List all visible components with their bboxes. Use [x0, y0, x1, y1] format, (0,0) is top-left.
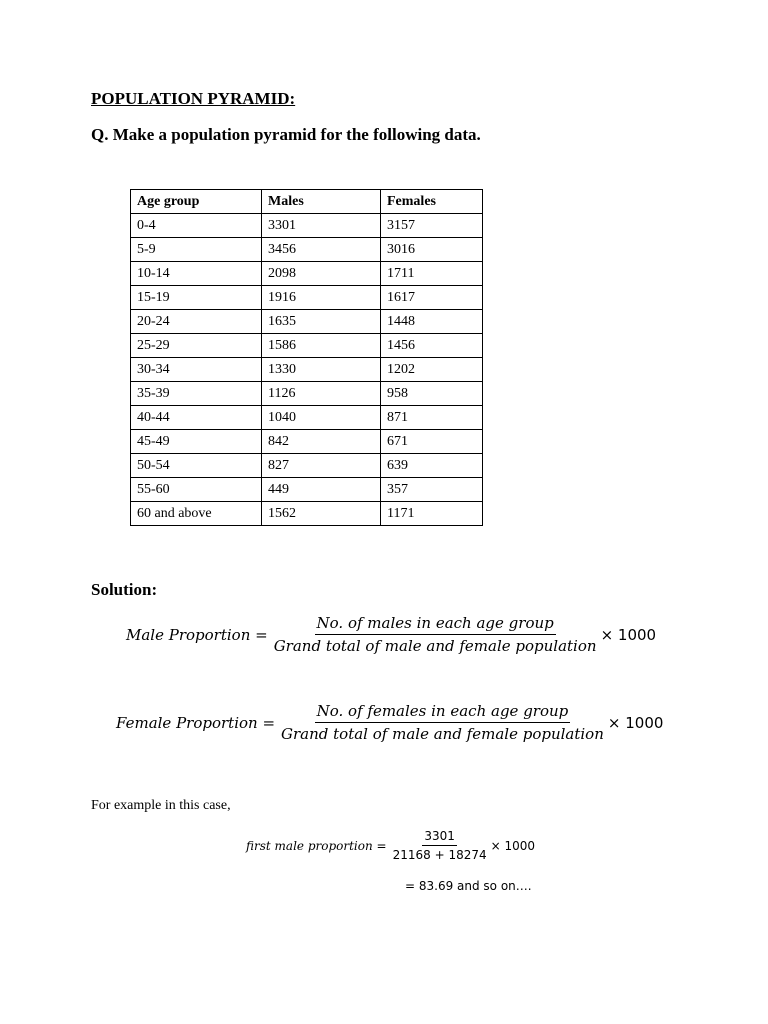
example-formula-lhs: first male proportion =: [246, 838, 387, 853]
cell-females: 357: [381, 478, 483, 502]
cell-males: 3456: [262, 238, 381, 262]
table-row: [131, 334, 483, 358]
example-formula: [246, 829, 535, 862]
cell-males: 1916: [262, 286, 381, 310]
header-females: Females: [381, 190, 483, 214]
cell-females: 1171: [381, 502, 483, 526]
cell-females: 1617: [381, 286, 483, 310]
cell-females: 958: [381, 382, 483, 406]
male-formula-numerator: No. of males in each age group: [315, 614, 556, 635]
cell-females: 3157: [381, 214, 483, 238]
cell-males: 2098: [262, 262, 381, 286]
cell-age-group: 0-4: [131, 214, 262, 238]
cell-females: 871: [381, 406, 483, 430]
example-formula-fraction: [391, 829, 489, 862]
cell-age-group: 55-60: [131, 478, 262, 502]
table-row: [131, 238, 483, 262]
cell-males: 1562: [262, 502, 381, 526]
cell-males: 449: [262, 478, 381, 502]
table-header-row: [131, 190, 483, 214]
cell-females: 1202: [381, 358, 483, 382]
cell-age-group: 35-39: [131, 382, 262, 406]
cell-males: 1330: [262, 358, 381, 382]
page-heading: POPULATION PYRAMID:: [91, 89, 296, 108]
table-row: [131, 286, 483, 310]
table-row: [131, 430, 483, 454]
cell-males: 1635: [262, 310, 381, 334]
cell-age-group: 10-14: [131, 262, 262, 286]
example-text: For example in this case,: [91, 798, 231, 813]
table-row: [131, 382, 483, 406]
cell-males: 827: [262, 454, 381, 478]
cell-males: 1126: [262, 382, 381, 406]
cell-males: 842: [262, 430, 381, 454]
cell-age-group: 5-9: [131, 238, 262, 262]
example-formula-denominator: 21168 + 18274: [392, 848, 487, 862]
table-row: [131, 502, 483, 526]
female-formula-fraction: [279, 702, 606, 743]
male-formula-denominator: Grand total of male and female population: [273, 637, 597, 655]
cell-age-group: 40-44: [131, 406, 262, 430]
male-formula-multiplier: × 1000: [600, 625, 657, 644]
cell-males: 3301: [262, 214, 381, 238]
table-row: [131, 478, 483, 502]
cell-females: 671: [381, 430, 483, 454]
cell-females: 1448: [381, 310, 483, 334]
header-males: Males: [262, 190, 381, 214]
female-proportion-formula: [116, 702, 663, 743]
male-proportion-formula: [126, 614, 656, 655]
cell-females: 1711: [381, 262, 483, 286]
population-table: [130, 189, 483, 526]
header-age-group: Age group: [131, 190, 262, 214]
cell-age-group: 60 and above: [131, 502, 262, 526]
cell-females: 3016: [381, 238, 483, 262]
male-formula-lhs: Male Proportion =: [126, 625, 268, 644]
cell-age-group: 25-29: [131, 334, 262, 358]
male-formula-fraction: [272, 614, 599, 655]
cell-males: 1586: [262, 334, 381, 358]
cell-females: 639: [381, 454, 483, 478]
question-text: Q. Make a population pyramid for the following data.: [91, 125, 481, 144]
table-row: [131, 214, 483, 238]
cell-age-group: 50-54: [131, 454, 262, 478]
cell-age-group: 15-19: [131, 286, 262, 310]
female-formula-multiplier: × 1000: [607, 713, 664, 732]
table-row: [131, 454, 483, 478]
table-row: [131, 406, 483, 430]
female-formula-denominator: Grand total of male and female population: [281, 725, 604, 743]
cell-age-group: 45-49: [131, 430, 262, 454]
cell-age-group: 20-24: [131, 310, 262, 334]
cell-females: 1456: [381, 334, 483, 358]
table-row: [131, 358, 483, 382]
solution-label: Solution:: [91, 580, 158, 599]
female-formula-lhs: Female Proportion =: [116, 713, 276, 732]
example-formula-multiplier: × 1000: [490, 838, 536, 853]
example-formula-numerator: 3301: [422, 829, 457, 846]
example-result: = 83.69 and so on….: [405, 879, 532, 893]
table-row: [131, 262, 483, 286]
table-row: [131, 310, 483, 334]
cell-age-group: 30-34: [131, 358, 262, 382]
cell-males: 1040: [262, 406, 381, 430]
female-formula-numerator: No. of females in each age group: [315, 702, 571, 723]
